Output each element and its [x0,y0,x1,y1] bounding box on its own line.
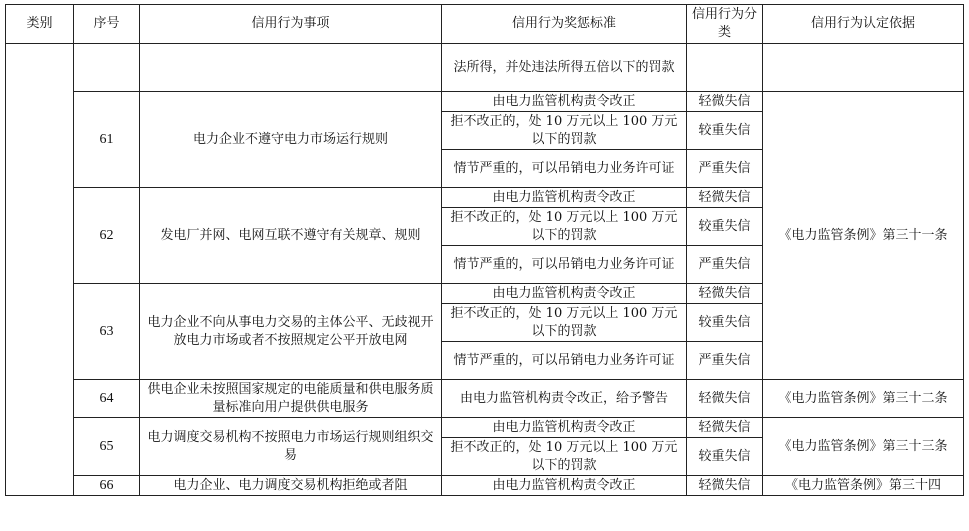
row-66-no: 66 [74,476,140,496]
table-row [6,380,964,418]
row-62-no: 62 [74,188,140,284]
row-63-standard-3: 情节严重的，可以吊销电力业务许可证 [442,342,687,380]
row-63-standard-1: 由电力监管机构责令改正 [442,284,687,304]
row-61-item: 电力企业不遵守电力市场运行规则 [140,92,442,188]
row-65-class-1: 轻微失信 [687,418,763,438]
row-61-class-3: 严重失信 [687,150,763,188]
row-62-standard-1: 由电力监管机构责令改正 [442,188,687,208]
row-64-basis: 《电力监管条例》第三十二条 [763,380,964,418]
row-63-class-1: 轻微失信 [687,284,763,304]
row-62-item: 发电厂并网、电网互联不遵守有关规章、规则 [140,188,442,284]
row-63-class-3: 严重失信 [687,342,763,380]
row-64-no: 64 [74,380,140,418]
row-66-standard-1: 由电力监管机构责令改正 [442,476,687,496]
row-64-standard-1: 由电力监管机构责令改正，给予警告 [442,380,687,418]
row-66-basis: 《电力监管条例》第三十四 [763,476,964,496]
row-65-standard-1: 由电力监管机构责令改正 [442,418,687,438]
row-63-no: 63 [74,284,140,380]
row-61-standard-1: 由电力监管机构责令改正 [442,92,687,112]
header-item: 信用行为事项 [140,5,442,44]
row-61-standard-3: 情节严重的，可以吊销电力业务许可证 [442,150,687,188]
row-62-class-2: 较重失信 [687,208,763,246]
header-standard: 信用行为奖惩标准 [442,5,687,44]
row-65-item: 电力调度交易机构不按照电力市场运行规则组织交易 [140,418,442,476]
row-61-class-1: 轻微失信 [687,92,763,112]
row-63-class-2: 较重失信 [687,304,763,342]
table-row [6,418,964,438]
row-62-standard-2: 拒不改正的，处 10 万元以上 100 万元以下的罚款 [442,208,687,246]
row-62-class-3: 严重失信 [687,246,763,284]
category-cell [6,44,74,496]
row-65-no: 65 [74,418,140,476]
item-cell [140,44,442,92]
row-65-basis: 《电力监管条例》第三十三条 [763,418,964,476]
no-cell [74,44,140,92]
class-cell [687,44,763,92]
row-61-class-2: 较重失信 [687,112,763,150]
row-61-no: 61 [74,92,140,188]
row-62-standard-3: 情节严重的，可以吊销电力业务许可证 [442,246,687,284]
basis-cell [763,44,964,92]
standard-cell: 法所得，并处违法所得五倍以下的罚款 [442,44,687,92]
header-row [6,5,964,44]
row-63-standard-2: 拒不改正的，处 10 万元以上 100 万元以下的罚款 [442,304,687,342]
row-62-class-1: 轻微失信 [687,188,763,208]
table-row [6,476,964,496]
row-61-standard-2: 拒不改正的，处 10 万元以上 100 万元以下的罚款 [442,112,687,150]
header-category: 类别 [6,5,74,44]
row-63-item: 电力企业不向从事电力交易的主体公平、无歧视开放电力市场或者不按照规定公平开放电网 [140,284,442,380]
table-row [6,92,964,112]
row-64-class-1: 轻微失信 [687,380,763,418]
basis-61-63: 《电力监管条例》第三十一条 [763,92,964,380]
row-66-class-1: 轻微失信 [687,476,763,496]
row-65-class-2: 较重失信 [687,438,763,476]
row-65-standard-2: 拒不改正的，处 10 万元以上 100 万元以下的罚款 [442,438,687,476]
header-basis: 信用行为认定依据 [763,5,964,44]
header-no: 序号 [74,5,140,44]
row-64-item: 供电企业未按照国家规定的电能质量和供电服务质量标准向用户提供供电服务 [140,380,442,418]
table-row [6,44,964,92]
header-class: 信用行为分类 [687,5,763,44]
row-66-item: 电力企业、电力调度交易机构拒绝或者阻 [140,476,442,496]
credit-behavior-table [5,4,964,496]
